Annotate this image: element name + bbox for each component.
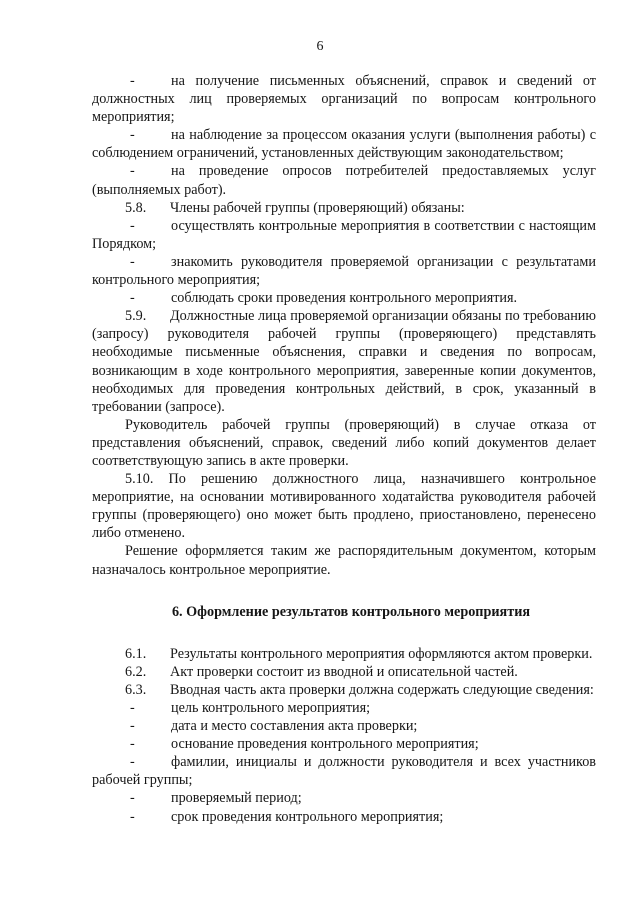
list-item-text: проверяемый период;: [171, 790, 302, 807]
list-item-dash: [92, 162, 596, 198]
list-item-dash: [92, 217, 596, 253]
paragraph-text: Результаты контрольного мероприятия оформляются актом проверки.: [170, 645, 593, 662]
paragraph-text: Акт проверки состоит из вводной и описательной частей.: [170, 663, 518, 680]
paragraph: Решение оформляется таким же распорядительным документом, которым назначалось контрольное мероприятие.: [92, 543, 596, 578]
list-item-text: фамилии, инициалы и должности руководителя и всех участников рабочей группы;: [92, 754, 596, 789]
list-item-dash: [92, 289, 596, 307]
paragraph-text: Должностные лица проверяемой организации обязаны по требованию (запросу) руководителя рабочей группы (проверяющего) представлять необходимые письменные объяснения, справки и сведения по вопросам, возникающим в ходе контрольного мероприятия, заверенные копии документов, необходимых для проведения контрольных действий, в срок, указанный в требовании (запросе).: [92, 308, 596, 415]
list-item-text: срок проведения контрольного мероприятия;: [171, 808, 444, 825]
list-item-text: осуществлять контрольные мероприятия в соответствии с настоящим Порядком;: [92, 217, 596, 252]
numbered-paragraph: [92, 199, 596, 217]
list-item-text: на наблюдение за процессом оказания услуги (выполнения работы) с соблюдением ограничений, установленных действующим законодательством;: [92, 127, 596, 162]
numbered-paragraph: [92, 681, 596, 699]
clause-number: 6.1.: [125, 645, 147, 662]
list-item-dash: [92, 126, 596, 162]
clause-number: 6.2.: [125, 663, 147, 680]
document-body: [92, 72, 596, 826]
numbered-paragraph: [92, 663, 596, 681]
list-item-dash: [92, 808, 596, 826]
list-item-dash: [92, 253, 596, 289]
paragraph: 5.10. По решению должностного лица, назначившего контрольное мероприятие, на основании мотивированного ходатайства руководителя рабочей группы (проверяющего) оно может быть продлено, приостановлено, перенесено либо отменено.: [92, 471, 596, 542]
list-item-dash: [92, 717, 596, 735]
paragraph-text: Члены рабочей группы (проверяющий) обязаны:: [170, 199, 465, 216]
list-item-dash: [92, 789, 596, 807]
paragraph-text: Вводная часть акта проверки должна содержать следующие сведения:: [170, 681, 594, 698]
page-number: 6: [316, 39, 324, 54]
list-item-text: основание проведения контрольного мероприятия;: [171, 736, 479, 753]
list-item-text: дата и место составления акта проверки;: [171, 718, 418, 735]
list-item-dash: [92, 72, 596, 126]
list-item-text: на проведение опросов потребителей предоставляемых услуг (выполняемых работ).: [92, 163, 596, 198]
list-item-text: на получение письменных объяснений, справок и сведений от должностных лиц проверяемых организаций по вопросам контрольного мероприятия;: [92, 73, 596, 126]
clause-number: 5.9.: [125, 308, 147, 325]
paragraph: Руководитель рабочей группы (проверяющий) в случае отказа от представления объяснений, справок, сведений либо копий документов делает соответствующую запись в акте проверки.: [92, 416, 596, 469]
clause-number: 6.3.: [125, 681, 147, 698]
clause-number: 5.8.: [125, 199, 147, 216]
list-item-dash: [92, 753, 596, 789]
numbered-paragraph: [92, 645, 596, 663]
numbered-paragraph: [92, 307, 596, 416]
list-item-text: соблюдать сроки проведения контрольного мероприятия.: [171, 290, 518, 307]
list-item-text: цель контрольного мероприятия;: [171, 700, 371, 716]
section-heading: 6. Оформление результатов контрольного мероприятия: [171, 603, 531, 620]
list-item-dash: [92, 699, 596, 717]
list-item-text: знакомить руководителя проверяемой организации с результатами контрольного мероприятия;: [92, 253, 596, 289]
list-item-dash: [92, 735, 596, 753]
